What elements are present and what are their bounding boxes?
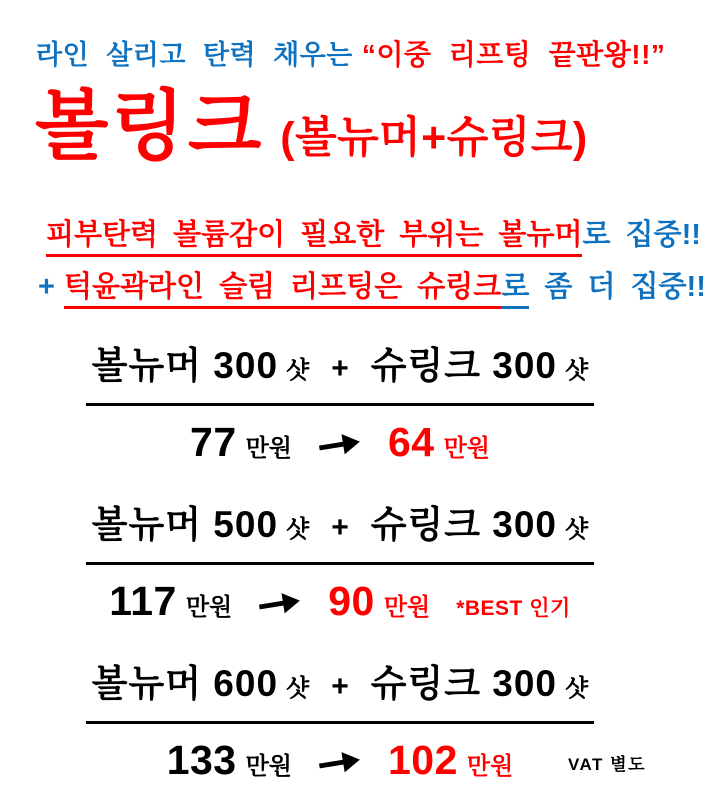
price-unit: 만원 bbox=[383, 594, 431, 621]
point-prefix: + bbox=[38, 271, 55, 303]
price-unit: 만원 bbox=[245, 435, 292, 462]
shot-unit: 샷 bbox=[286, 357, 310, 384]
offer-block-2 bbox=[30, 503, 650, 638]
shot-unit: 샷 bbox=[565, 675, 589, 702]
tagline-lead: 라인 살리고 탄력 채우는 bbox=[36, 40, 353, 70]
offer-block-3 bbox=[30, 662, 650, 797]
original-price: 77 bbox=[190, 419, 237, 465]
price-row bbox=[30, 577, 650, 638]
offer-combo bbox=[86, 662, 594, 724]
vat-note: VAT 별도 bbox=[567, 755, 646, 774]
plus-sign: + bbox=[331, 352, 349, 385]
right-treatment: 슈링크 300 bbox=[370, 345, 558, 386]
original-price: 117 bbox=[109, 578, 177, 624]
discount-price: 64 bbox=[388, 419, 435, 465]
original-price: 133 bbox=[166, 737, 237, 783]
right-arrow-icon bbox=[318, 429, 362, 479]
point-highlight: 턱윤곽라인 슬림 리프팅은 슈링크 bbox=[64, 271, 501, 309]
left-treatment: 볼뉴머 500 bbox=[91, 504, 279, 545]
shot-unit: 샷 bbox=[286, 675, 310, 702]
point-linked-particle: 로 bbox=[501, 271, 529, 309]
price-row bbox=[30, 418, 650, 479]
offer-list bbox=[0, 344, 712, 797]
price-unit: 만원 bbox=[466, 753, 514, 780]
selling-point-shurink bbox=[38, 269, 712, 306]
shot-unit: 샷 bbox=[565, 357, 589, 384]
shot-unit: 샷 bbox=[286, 516, 310, 543]
discount-price: 102 bbox=[388, 737, 458, 783]
right-treatment: 슈링크 300 bbox=[370, 663, 558, 704]
offer-combo bbox=[86, 344, 594, 406]
shot-unit: 샷 bbox=[565, 516, 589, 543]
point-highlight: 피부탄력 볼륨감이 필요한 부위는 볼뉴머 bbox=[46, 219, 582, 257]
price-row bbox=[30, 736, 650, 797]
title-row bbox=[35, 84, 712, 191]
right-treatment: 슈링크 300 bbox=[370, 504, 558, 545]
left-treatment: 볼뉴머 600 bbox=[91, 663, 279, 704]
promo-poster bbox=[0, 38, 712, 797]
price-unit: 만원 bbox=[185, 594, 233, 621]
tagline bbox=[36, 38, 712, 72]
right-arrow-icon bbox=[258, 588, 302, 638]
price-unit: 만원 bbox=[245, 753, 292, 780]
offer-combo bbox=[86, 503, 594, 565]
plus-sign: + bbox=[331, 670, 349, 703]
page-title: 볼링크 bbox=[35, 84, 265, 169]
selling-points bbox=[0, 217, 712, 306]
point-rest: 좀 더 집중!! bbox=[529, 271, 706, 303]
best-badge: *BEST 인기 bbox=[456, 597, 571, 620]
discount-price: 90 bbox=[328, 578, 375, 624]
point-rest: 로 집중!! bbox=[582, 219, 701, 251]
tagline-emphasis: “이중 리프팅 끝판왕!!” bbox=[361, 39, 666, 70]
price-unit: 만원 bbox=[443, 435, 490, 462]
offer-block-1 bbox=[30, 344, 650, 479]
right-arrow-icon bbox=[318, 747, 362, 797]
selling-point-volnewmer bbox=[46, 217, 712, 254]
plus-sign: + bbox=[331, 511, 349, 544]
title-composition: (볼뉴머+슈링크) bbox=[280, 114, 588, 162]
left-treatment: 볼뉴머 300 bbox=[91, 345, 279, 386]
